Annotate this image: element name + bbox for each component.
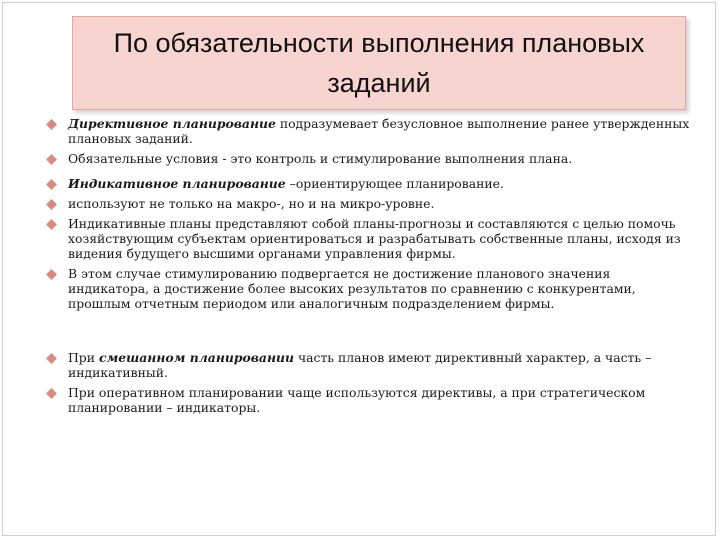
slide-content — [46, 116, 694, 420]
bullet-group-indicative — [46, 176, 694, 311]
bullet-marker-icon — [46, 269, 57, 280]
term-directive: Директивное планирование — [68, 116, 276, 131]
slide-title: По обязательности выполнения плановых заданий — [113, 28, 645, 98]
term-indicative: Индикативное планирование — [68, 176, 286, 191]
bullet-text: Обязательные условия - это контроль и стимулирование выполнения плана. — [68, 151, 573, 166]
bullet-item — [46, 151, 694, 166]
bullet-marker-icon — [46, 154, 57, 165]
bullet-group-mixed — [46, 350, 694, 415]
bullet-marker-icon — [46, 179, 57, 190]
bullet-text: При оперативном планировании чаще используются директивы, а при стратегическом планировании – индикаторы. — [68, 385, 646, 415]
bullet-text: –ориентирующее планирование. — [285, 176, 504, 191]
bullet-text: Индикативные планы представляют собой планы-прогнозы и составляются с целью помочь хозяйствующим субъектам ориентироваться и разрабатывать собственные планы, исходя из видения будущего высшими органами управления фирмы. — [68, 216, 681, 261]
bullet-group-directive — [46, 116, 694, 166]
bullet-item — [46, 266, 694, 311]
bullet-marker-icon — [46, 388, 57, 399]
bullet-item — [46, 216, 694, 261]
bullet-item — [46, 196, 694, 211]
bullet-text: используют не только на макро-, но и на микро-уровне. — [68, 196, 435, 211]
bullet-item — [46, 385, 694, 415]
title-box — [72, 16, 686, 110]
bullet-item — [46, 350, 694, 380]
bullet-item — [46, 176, 694, 191]
bullet-item — [46, 116, 694, 146]
bullet-text: В этом случае стимулированию подвергается не достижение планового значения индикатора, а достижение более высоких результатов по сравнению с конкурентами, прошлым отчетным периодом или аналогичным подразделением фирмы. — [68, 266, 636, 311]
bullet-text: подразумевает безусловное выполнение ранее утвержденных плановых заданий. — [68, 116, 690, 146]
bullet-text: часть планов имеют директивный характер, а часть – индикативный. — [68, 350, 652, 380]
term-mixed: смешанном планировании — [98, 350, 294, 365]
bullet-marker-icon — [46, 353, 57, 364]
bullet-marker-icon — [46, 119, 57, 130]
bullet-marker-icon — [46, 219, 57, 230]
bullet-lead: При — [68, 350, 99, 365]
bullet-marker-icon — [46, 199, 57, 210]
